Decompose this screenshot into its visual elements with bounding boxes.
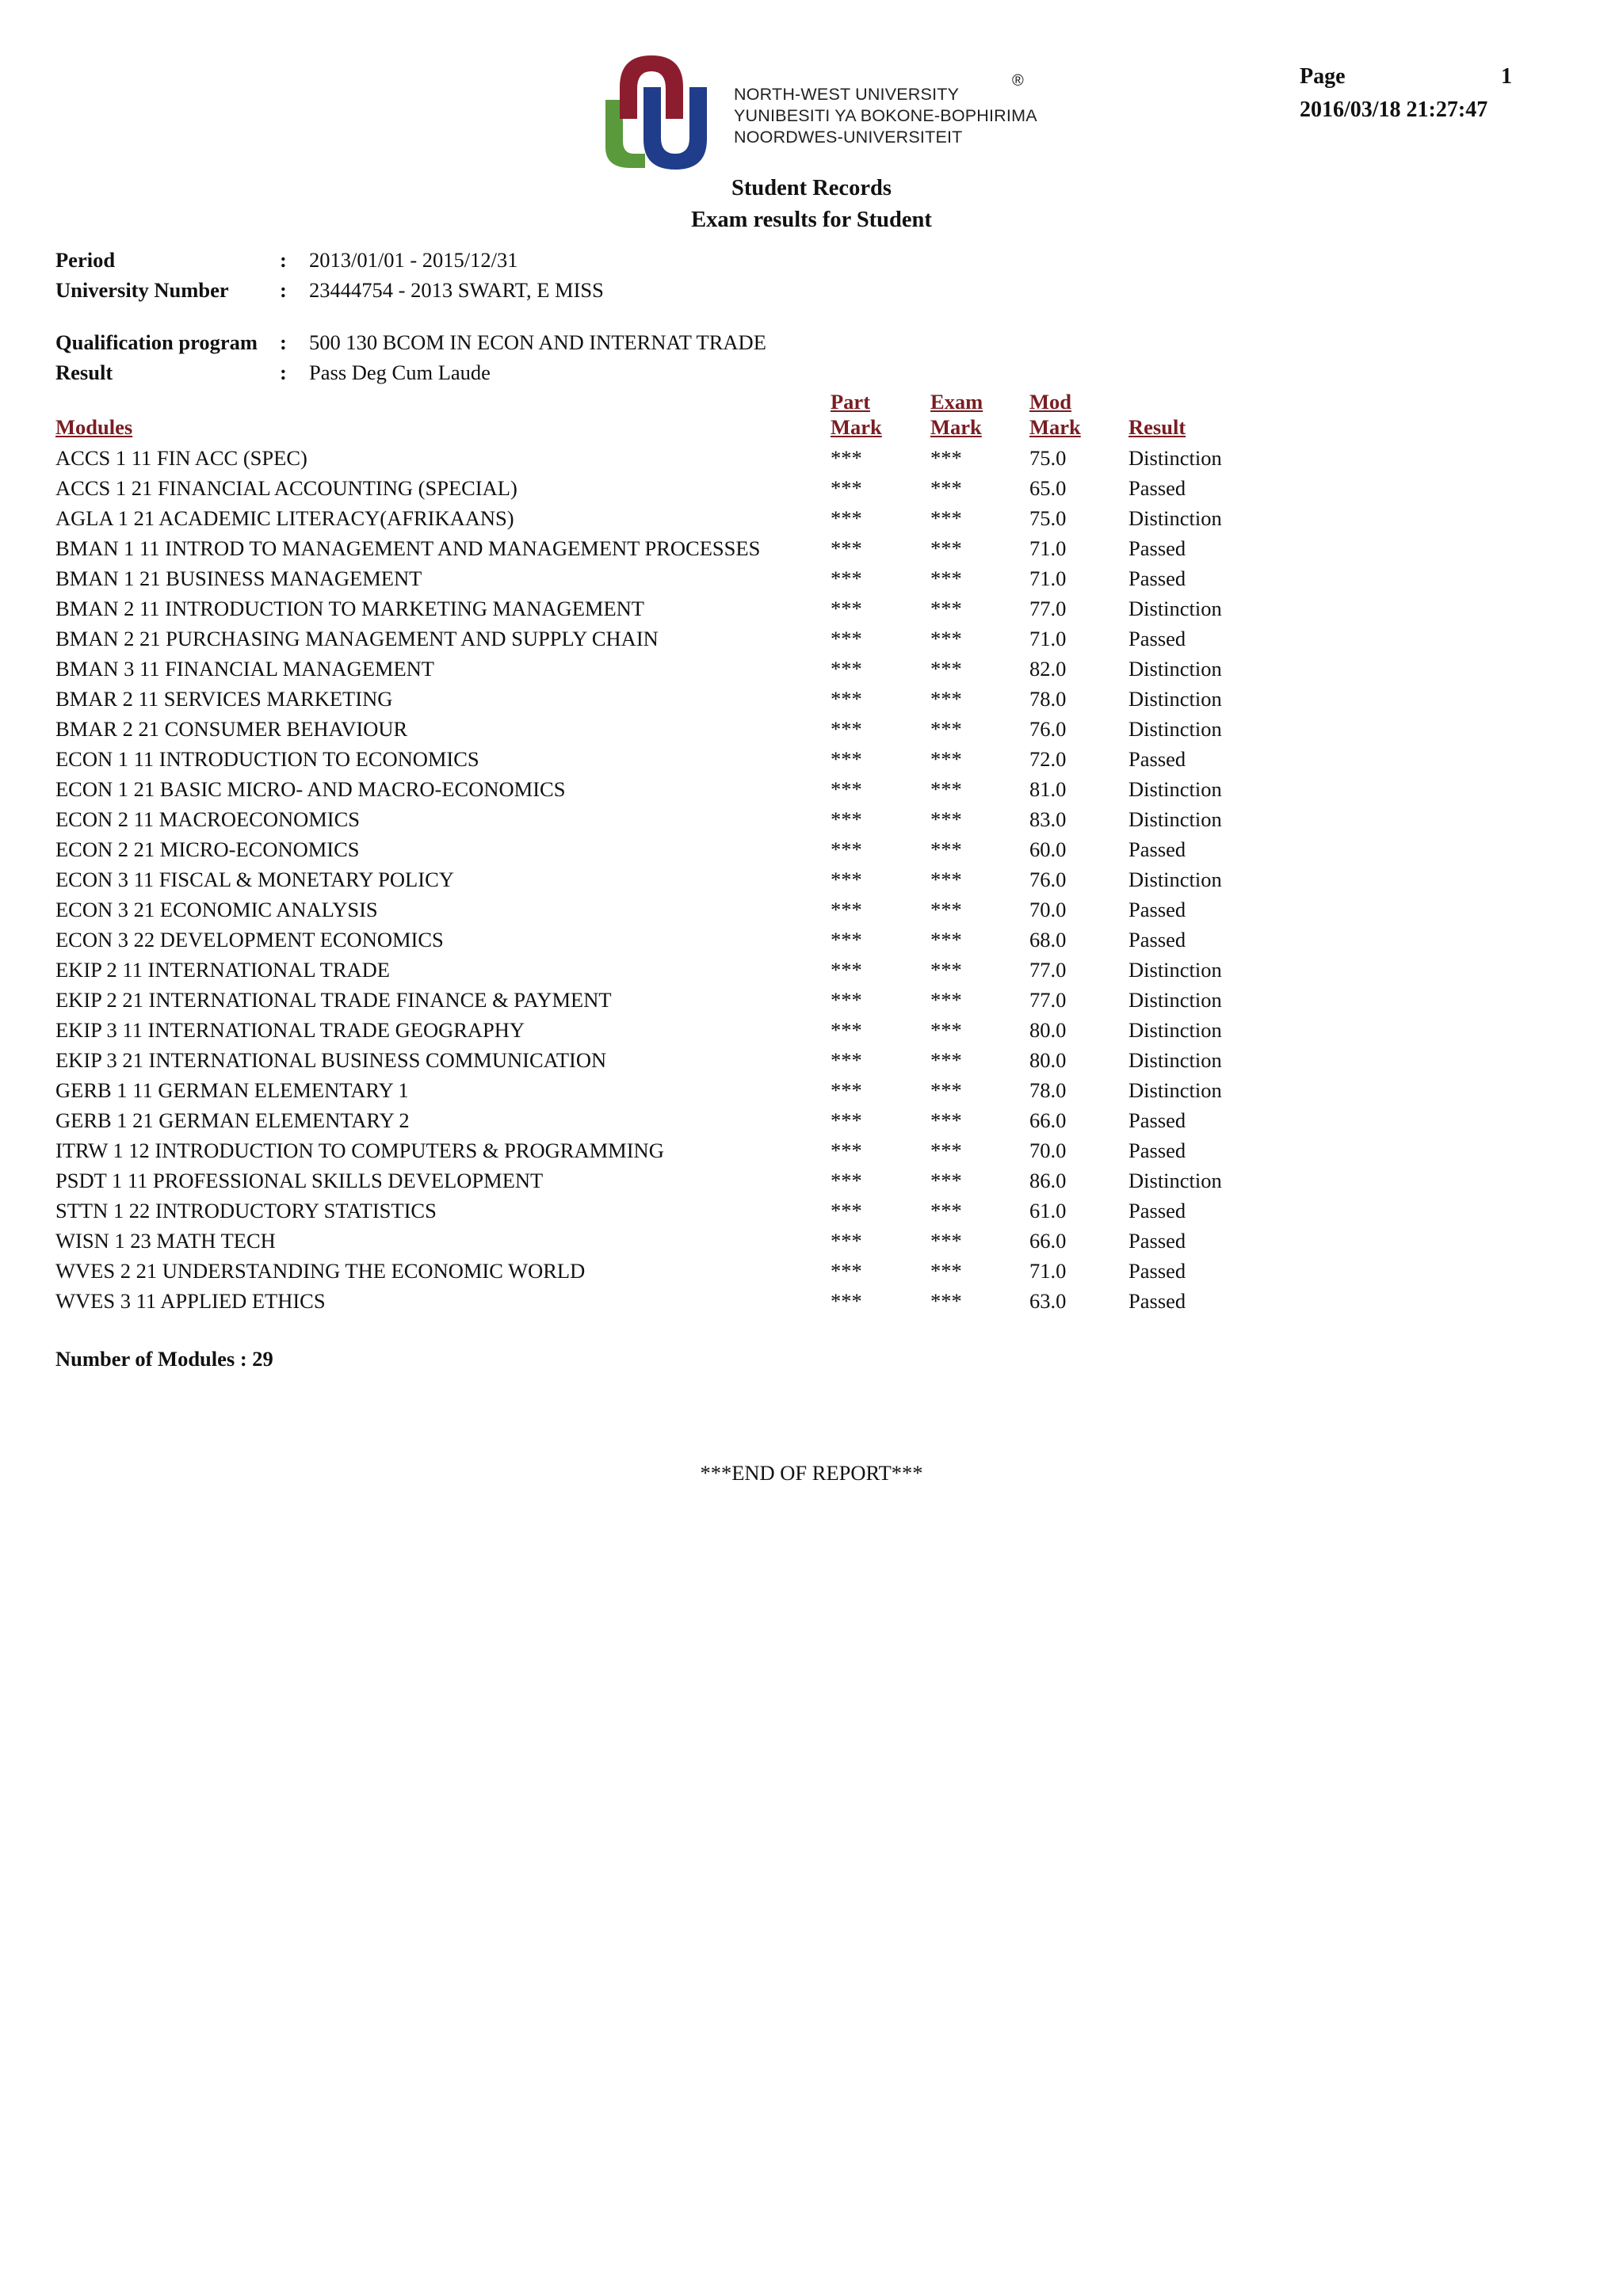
module-name: WVES 2 21 UNDERSTANDING THE ECONOMIC WORLD	[55, 1259, 586, 1283]
module-result: Passed	[1128, 476, 1186, 500]
mod-mark: 61.0	[1029, 1199, 1067, 1222]
module-name: ECON 1 11 INTRODUCTION TO ECONOMICS	[55, 747, 479, 771]
period-line	[55, 245, 1006, 275]
mod-mark: 71.0	[1029, 627, 1067, 650]
module-result: Distinction	[1128, 446, 1222, 470]
exam-mark: ***	[930, 958, 962, 982]
exam-mark: ***	[930, 988, 962, 1012]
exam-mark: ***	[930, 777, 962, 801]
header-modules: Modules	[55, 415, 133, 439]
module-result: Passed	[1128, 898, 1186, 921]
mod-mark: 75.0	[1029, 506, 1067, 530]
table-row	[55, 894, 1323, 925]
meta-block-qualification	[55, 327, 1006, 387]
exam-mark: ***	[930, 898, 962, 921]
module-result: Distinction	[1128, 717, 1222, 741]
exam-mark: ***	[930, 536, 962, 560]
mod-mark: 72.0	[1029, 747, 1067, 771]
part-mark: ***	[831, 566, 862, 590]
mod-mark: 76.0	[1029, 717, 1067, 741]
report-titles	[0, 173, 1623, 236]
page-label: Page	[1300, 64, 1346, 89]
exam-mark: ***	[930, 476, 962, 500]
university-name-af: NOORDWES-UNIVERSITEIT	[734, 128, 963, 147]
mod-mark: 77.0	[1029, 958, 1067, 982]
module-result: Passed	[1128, 837, 1186, 861]
meta-block-period	[55, 245, 1006, 305]
mod-mark: 63.0	[1029, 1289, 1067, 1313]
part-mark: ***	[831, 687, 862, 711]
module-name: EKIP 2 11 INTERNATIONAL TRADE	[55, 958, 390, 982]
module-result: Distinction	[1128, 597, 1222, 620]
table-row	[55, 443, 1323, 473]
exam-mark: ***	[930, 597, 962, 620]
exam-mark: ***	[930, 807, 962, 831]
exam-mark: ***	[930, 566, 962, 590]
header-mod-line2: Mark	[1029, 415, 1081, 439]
exam-mark: ***	[930, 1108, 962, 1132]
module-name: ECON 3 11 FISCAL & MONETARY POLICY	[55, 868, 454, 891]
university-names	[734, 84, 1037, 148]
part-mark: ***	[831, 1018, 862, 1042]
part-mark: ***	[831, 536, 862, 560]
module-name: BMAN 2 21 PURCHASING MANAGEMENT AND SUPPLY CHAIN	[55, 627, 659, 650]
table-row	[55, 714, 1323, 744]
module-name: BMAN 3 11 FINANCIAL MANAGEMENT	[55, 657, 434, 681]
part-mark: ***	[831, 1199, 862, 1222]
exam-mark: ***	[930, 747, 962, 771]
module-result: Passed	[1128, 928, 1186, 952]
table-row	[55, 1165, 1323, 1196]
module-name: ECON 2 11 MACROECONOMICS	[55, 807, 361, 831]
university-logo	[599, 52, 1043, 179]
module-name: ACCS 1 11 FIN ACC (SPEC)	[55, 446, 307, 470]
module-name: BMAR 2 21 CONSUMER BEHAVIOUR	[55, 717, 408, 741]
table-row	[55, 654, 1323, 684]
exam-mark: ***	[930, 627, 962, 650]
university-number-value: 23444754 - 2013 SWART, E MISS	[309, 278, 604, 302]
mod-mark: 70.0	[1029, 1138, 1067, 1162]
module-name: BMAN 1 11 INTROD TO MANAGEMENT AND MANAGEMENT PROCESSES	[55, 536, 761, 560]
module-name: BMAN 1 21 BUSINESS MANAGEMENT	[55, 566, 422, 590]
mod-mark: 82.0	[1029, 657, 1067, 681]
module-result: Distinction	[1128, 1048, 1222, 1072]
result-line	[55, 357, 1006, 387]
module-name: ECON 2 21 MICRO-ECONOMICS	[55, 837, 360, 861]
exam-mark: ***	[930, 1289, 962, 1313]
mod-mark: 77.0	[1029, 988, 1067, 1012]
module-name: AGLA 1 21 ACADEMIC LITERACY(AFRIKAANS)	[55, 506, 514, 530]
table-row	[55, 1015, 1323, 1045]
module-name: WVES 3 11 APPLIED ETHICS	[55, 1289, 326, 1313]
part-mark: ***	[831, 476, 862, 500]
part-mark: ***	[831, 657, 862, 681]
table-row	[55, 1196, 1323, 1226]
module-result: Distinction	[1128, 777, 1222, 801]
exam-mark: ***	[930, 1259, 962, 1283]
nwu-emblem-icon	[599, 52, 734, 179]
colon: :	[280, 278, 287, 302]
part-mark: ***	[831, 988, 862, 1012]
module-name: PSDT 1 11 PROFESSIONAL SKILLS DEVELOPMENT	[55, 1169, 544, 1192]
university-name-en: NORTH-WEST UNIVERSITY	[734, 85, 960, 104]
module-name: EKIP 3 21 INTERNATIONAL BUSINESS COMMUNICATION	[55, 1048, 607, 1072]
university-name-tn: YUNIBESITI YA BOKONE-BOPHIRIMA	[734, 106, 1037, 125]
mod-mark: 71.0	[1029, 1259, 1067, 1283]
table-row	[55, 774, 1323, 804]
result-label: Result	[55, 360, 113, 384]
module-result: Distinction	[1128, 958, 1222, 982]
module-result: Passed	[1128, 1138, 1186, 1162]
exam-mark: ***	[930, 446, 962, 470]
part-mark: ***	[831, 837, 862, 861]
exam-mark: ***	[930, 1169, 962, 1192]
university-number-line	[55, 275, 1006, 305]
part-mark: ***	[831, 898, 862, 921]
exam-mark: ***	[930, 837, 962, 861]
module-name: GERB 1 21 GERMAN ELEMENTARY 2	[55, 1108, 410, 1132]
part-mark: ***	[831, 1259, 862, 1283]
mod-mark: 70.0	[1029, 898, 1067, 921]
module-name: EKIP 2 21 INTERNATIONAL TRADE FINANCE & PAYMENT	[55, 988, 612, 1012]
qualification-line	[55, 327, 1006, 357]
module-result: Distinction	[1128, 687, 1222, 711]
module-name: STTN 1 22 INTRODUCTORY STATISTICS	[55, 1199, 437, 1222]
mod-mark: 68.0	[1029, 928, 1067, 952]
table-row	[55, 533, 1323, 563]
mod-mark: 77.0	[1029, 597, 1067, 620]
mod-mark: 66.0	[1029, 1229, 1067, 1253]
header-exam-line1: Exam	[930, 390, 983, 414]
period-value: 2013/01/01 - 2015/12/31	[309, 248, 518, 272]
module-name: BMAN 2 11 INTRODUCTION TO MARKETING MANAGEMENT	[55, 597, 644, 620]
module-result: Passed	[1128, 1108, 1186, 1132]
module-result: Distinction	[1128, 868, 1222, 891]
exam-mark: ***	[930, 687, 962, 711]
exam-mark: ***	[930, 506, 962, 530]
qualification-value: 500 130 BCOM IN ECON AND INTERNAT TRADE	[309, 330, 766, 354]
part-mark: ***	[831, 627, 862, 650]
mod-mark: 78.0	[1029, 687, 1067, 711]
module-name: ECON 3 21 ECONOMIC ANALYSIS	[55, 898, 378, 921]
module-result: Distinction	[1128, 988, 1222, 1012]
module-name: BMAR 2 11 SERVICES MARKETING	[55, 687, 393, 711]
table-row	[55, 804, 1323, 834]
part-mark: ***	[831, 928, 862, 952]
module-result: Passed	[1128, 1229, 1186, 1253]
mod-mark: 66.0	[1029, 1108, 1067, 1132]
part-mark: ***	[831, 807, 862, 831]
header-result: Result	[1128, 415, 1186, 439]
page-info	[1300, 60, 1512, 127]
mod-mark: 65.0	[1029, 476, 1067, 500]
header-mod-line1: Mod	[1029, 390, 1071, 414]
part-mark: ***	[831, 717, 862, 741]
module-result: Passed	[1128, 1289, 1186, 1313]
module-result: Distinction	[1128, 506, 1222, 530]
part-mark: ***	[831, 868, 862, 891]
table-row	[55, 1135, 1323, 1165]
part-mark: ***	[831, 747, 862, 771]
part-mark: ***	[831, 958, 862, 982]
module-result: Distinction	[1128, 657, 1222, 681]
part-mark: ***	[831, 506, 862, 530]
exam-mark: ***	[930, 868, 962, 891]
module-result: Passed	[1128, 627, 1186, 650]
mod-mark: 80.0	[1029, 1018, 1067, 1042]
header-part-line1: Part	[831, 390, 871, 414]
exam-mark: ***	[930, 1229, 962, 1253]
module-name: WISN 1 23 MATH TECH	[55, 1229, 276, 1253]
part-mark: ***	[831, 1138, 862, 1162]
mod-mark: 81.0	[1029, 777, 1067, 801]
colon: :	[280, 248, 287, 272]
table-row	[55, 1256, 1323, 1286]
table-row	[55, 925, 1323, 955]
mod-mark: 86.0	[1029, 1169, 1067, 1192]
header-exam-line2: Mark	[930, 415, 982, 439]
exam-mark: ***	[930, 928, 962, 952]
table-row	[55, 1075, 1323, 1105]
part-mark: ***	[831, 446, 862, 470]
module-result: Distinction	[1128, 807, 1222, 831]
part-mark: ***	[831, 1229, 862, 1253]
module-result: Passed	[1128, 747, 1186, 771]
table-row	[55, 593, 1323, 624]
report-datetime: 2016/03/18 21:27:47	[1300, 97, 1488, 122]
colon: :	[280, 330, 287, 354]
mod-mark: 80.0	[1029, 1048, 1067, 1072]
module-result: Passed	[1128, 566, 1186, 590]
report-title: Student Records	[731, 176, 892, 200]
table-row	[55, 834, 1323, 864]
exam-mark: ***	[930, 1018, 962, 1042]
table-row	[55, 1226, 1323, 1256]
table-row	[55, 1045, 1323, 1075]
qualification-label: Qualification program	[55, 330, 258, 354]
table-row	[55, 744, 1323, 774]
part-mark: ***	[831, 1108, 862, 1132]
table-row	[55, 1105, 1323, 1135]
part-mark: ***	[831, 1048, 862, 1072]
part-mark: ***	[831, 1078, 862, 1102]
table-row	[55, 624, 1323, 654]
module-name: ACCS 1 21 FINANCIAL ACCOUNTING (SPECIAL)	[55, 476, 517, 500]
part-mark: ***	[831, 777, 862, 801]
part-mark: ***	[831, 597, 862, 620]
table-row	[55, 955, 1323, 985]
table-row	[55, 473, 1323, 503]
module-name: ECON 3 22 DEVELOPMENT ECONOMICS	[55, 928, 444, 952]
table-row	[55, 1286, 1323, 1316]
exam-mark: ***	[930, 717, 962, 741]
header-part-line2: Mark	[831, 415, 882, 439]
module-count: Number of Modules : 29	[55, 1347, 273, 1371]
table-row	[55, 684, 1323, 714]
exam-mark: ***	[930, 1199, 962, 1222]
mod-mark: 78.0	[1029, 1078, 1067, 1102]
university-number-label: University Number	[55, 278, 229, 302]
page-number: 1	[1501, 64, 1512, 89]
table-row	[55, 864, 1323, 894]
results-table	[55, 443, 1323, 1316]
colon: :	[280, 360, 287, 384]
module-name: ECON 1 21 BASIC MICRO- AND MACRO-ECONOMICS	[55, 777, 566, 801]
table-row	[55, 503, 1323, 533]
report-subtitle: Exam results for Student	[691, 208, 932, 232]
mod-mark: 75.0	[1029, 446, 1067, 470]
module-result: Passed	[1128, 1199, 1186, 1222]
module-name: ITRW 1 12 INTRODUCTION TO COMPUTERS & PROGRAMMING	[55, 1138, 664, 1162]
registered-mark: ®	[1012, 72, 1024, 90]
module-result: Distinction	[1128, 1169, 1222, 1192]
mod-mark: 71.0	[1029, 536, 1067, 560]
part-mark: ***	[831, 1169, 862, 1192]
module-result: Passed	[1128, 536, 1186, 560]
module-result: Passed	[1128, 1259, 1186, 1283]
exam-mark: ***	[930, 1078, 962, 1102]
module-name: GERB 1 11 GERMAN ELEMENTARY 1	[55, 1078, 409, 1102]
module-result: Distinction	[1128, 1018, 1222, 1042]
module-name: EKIP 3 11 INTERNATIONAL TRADE GEOGRAPHY	[55, 1018, 525, 1042]
mod-mark: 83.0	[1029, 807, 1067, 831]
end-of-report: ***END OF REPORT***	[700, 1461, 923, 1485]
mod-mark: 71.0	[1029, 566, 1067, 590]
table-row	[55, 563, 1323, 593]
exam-mark: ***	[930, 1048, 962, 1072]
table-row	[55, 985, 1323, 1015]
mod-mark: 60.0	[1029, 837, 1067, 861]
result-value: Pass Deg Cum Laude	[309, 360, 491, 384]
part-mark: ***	[831, 1289, 862, 1313]
exam-mark: ***	[930, 1138, 962, 1162]
module-result: Distinction	[1128, 1078, 1222, 1102]
mod-mark: 76.0	[1029, 868, 1067, 891]
exam-mark: ***	[930, 657, 962, 681]
period-label: Period	[55, 248, 116, 272]
